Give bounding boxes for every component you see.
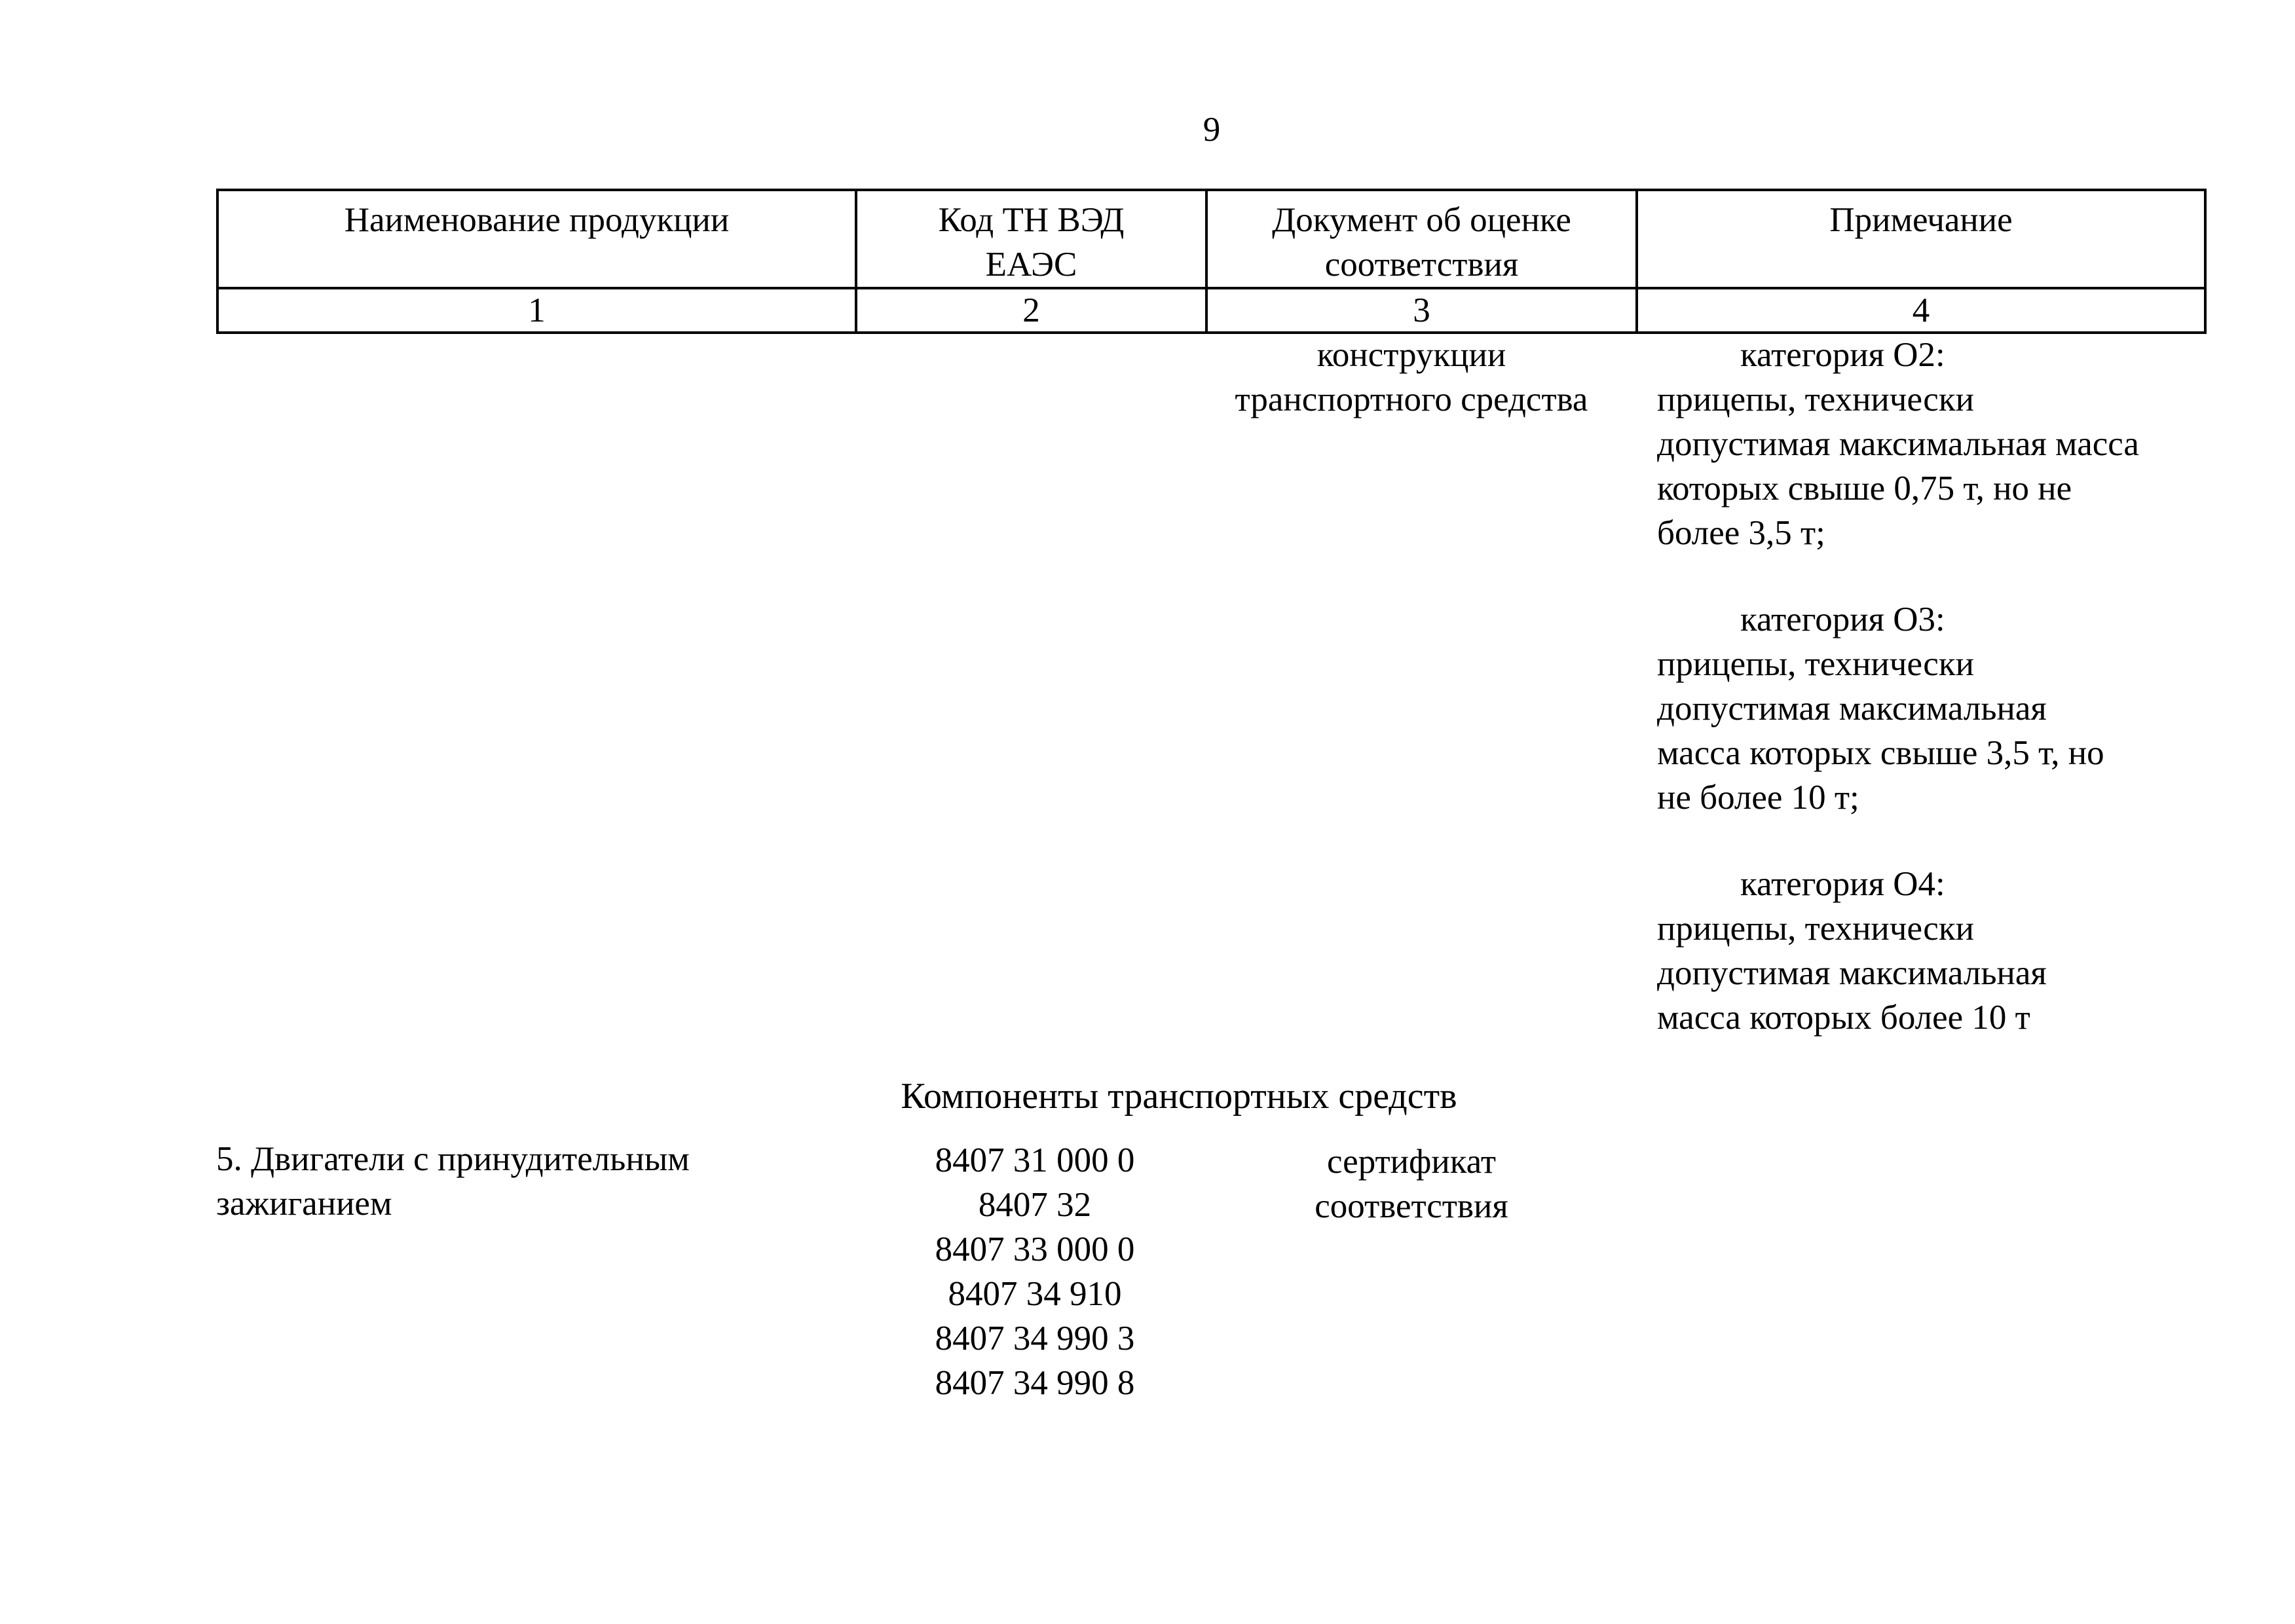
note-category-o4: [1657, 862, 2214, 1040]
tn-ved-code: 8407 31 000 0: [935, 1141, 1135, 1179]
document-line: соответствия: [1315, 1187, 1508, 1225]
tn-ved-code: 8407 34 910: [948, 1275, 1122, 1313]
note-line: масса которых более 10 т: [1657, 999, 2030, 1037]
item-5-name: [216, 1137, 838, 1226]
header-titles-row: [217, 190, 2205, 288]
tn-ved-code: 8407 34 990 3: [935, 1320, 1135, 1357]
header-title-line: Наименование продукции: [344, 201, 730, 239]
note-category-o3: [1657, 597, 2214, 820]
document-line: конструкции: [1316, 336, 1506, 374]
item-5-document: [1218, 1139, 1605, 1228]
header-title-line: Код ТН ВЭД: [938, 201, 1125, 239]
column-number: 4: [1637, 288, 2205, 333]
header-title-line: Документ об оценке: [1272, 201, 1571, 239]
note-line: которых свыше 0,75 т, но не: [1657, 470, 2072, 507]
item-name-line: 5. Двигатели с принудительным: [216, 1140, 690, 1178]
column-number: 2: [856, 288, 1206, 333]
note-heading: категория О4:: [1740, 865, 1945, 903]
note-line: прицепы, технически: [1657, 380, 1974, 418]
document-line: транспортного средства: [1235, 380, 1588, 418]
header-table: [216, 189, 2207, 334]
header-cell-note: [1637, 190, 2205, 288]
note-category-o2: [1657, 333, 2214, 555]
tn-ved-code: 8407 34 990 8: [935, 1364, 1135, 1402]
page-number: 9: [1203, 111, 1221, 149]
note-heading: категория О3:: [1740, 600, 1945, 638]
column-number: 3: [1206, 288, 1637, 333]
note-line: масса которых свыше 3,5 т, но: [1657, 734, 2104, 772]
header-title-line: ЕАЭС: [985, 246, 1077, 284]
header-title-line: Примечание: [1829, 201, 2013, 239]
item-name-line: зажиганием: [216, 1185, 392, 1223]
note-line: прицепы, технически: [1657, 910, 1974, 948]
continuation-document: [1218, 333, 1605, 422]
header-numbers-row: [217, 288, 2205, 333]
note-line: допустимая максимальная: [1657, 690, 2047, 728]
section-title: Компоненты транспортных средств: [901, 1076, 1457, 1116]
tn-ved-code: 8407 33 000 0: [935, 1230, 1135, 1268]
note-line: более 3,5 т;: [1657, 514, 1825, 552]
header-cell-document: [1206, 190, 1637, 288]
header-title-line: соответствия: [1324, 246, 1519, 284]
note-line: допустимая максимальная: [1657, 954, 2047, 992]
document-line: сертификат: [1327, 1143, 1496, 1181]
column-number: 1: [217, 288, 856, 333]
header-cell-code: [856, 190, 1206, 288]
note-line: допустимая максимальная масса: [1657, 425, 2139, 463]
note-line: не более 10 т;: [1657, 779, 1859, 817]
item-5-codes: [871, 1138, 1199, 1405]
tn-ved-code: 8407 32: [978, 1186, 1092, 1224]
note-line: прицепы, технически: [1657, 645, 1974, 683]
note-heading: категория О2:: [1740, 336, 1945, 374]
header-cell-product-name: [217, 190, 856, 288]
